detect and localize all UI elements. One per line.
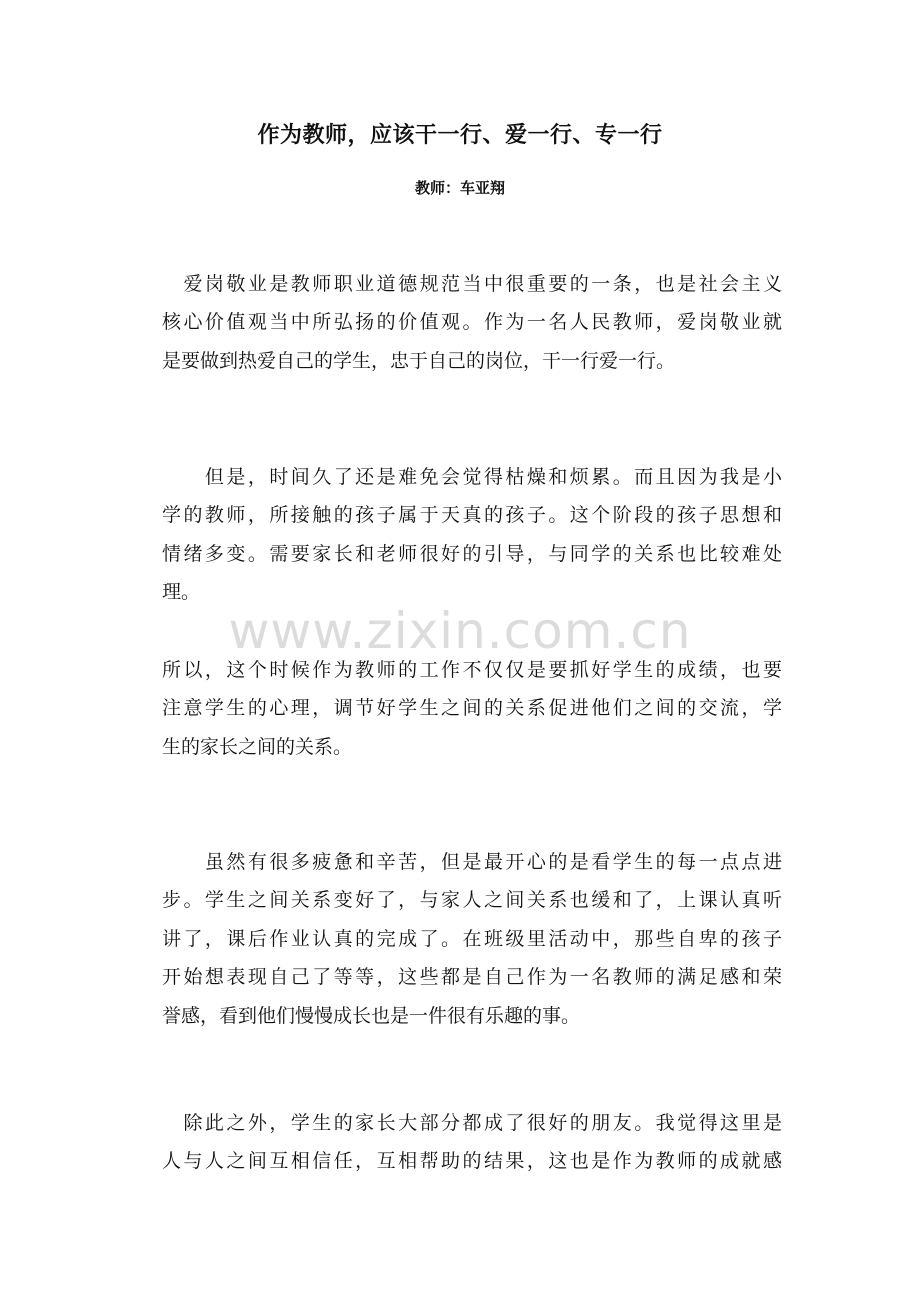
text-line: 虽然有很多疲惫和辛苦，但是最开心的是看学生的每一点点进: [162, 851, 782, 873]
text-line: 誉感，看到他们慢慢成长也是一件很有乐趣的事。: [162, 1004, 581, 1027]
text-line: 但是，时间久了还是难免会觉得枯燥和烦累。而且因为我是小: [162, 466, 782, 488]
text-line: 开始想表现自己了等等，这些都是自己作为一名教师的满足感和荣: [162, 966, 782, 989]
text-line: 除此之外，学生的家长大部分都成了很好的朋友。我觉得这里是: [162, 1112, 782, 1134]
paragraph-5: [162, 1104, 782, 1181]
paragraph-3: [162, 651, 782, 766]
watermark: www.zixin.com.cn: [228, 602, 692, 660]
text-line: 是要做到热爱自己的学生，忠于自己的岗位，干一行爱一行。: [162, 349, 676, 372]
author-line: 教师：车亚翔: [414, 179, 505, 197]
paragraph-2: [162, 458, 782, 612]
text-line: 讲了，课后作业认真的完成了。在班级里活动中，那些自卑的孩子: [162, 927, 782, 950]
text-line: 爱岗敬业是教师职业道德规范当中很重要的一条，也是社会主义: [162, 273, 782, 295]
text-line: 注意学生的心理，调节好学生之间的关系促进他们之间的交流，学: [162, 697, 782, 720]
paragraph-1: [162, 265, 782, 380]
text-line: 情绪多变。需要家长和老师很好的引导，与同学的关系也比较难处: [162, 542, 782, 565]
text-line: 人与人之间互相信任，互相帮助的结果，这也是作为教师的成就感: [162, 1150, 782, 1173]
text-line: 生的家长之间的关系。: [162, 735, 353, 758]
document-title: 作为教师，应该干一行、爱一行、专一行: [257, 123, 663, 148]
text-line: 核心价值观当中所弘扬的价值观。作为一名人民教师，爱岗敬业就: [162, 311, 782, 334]
text-line: 理。: [162, 581, 201, 604]
text-line: 所以，这个时候作为教师的工作不仅仅是要抓好学生的成绩，也要: [162, 659, 782, 681]
paragraph-4: [162, 843, 782, 1035]
text-line: 学的教师，所接触的孩子属于天真的孩子。这个阶段的孩子思想和: [162, 504, 782, 527]
text-line: 步。学生之间关系变好了，与家人之间关系也缓和了，上课认真听: [162, 889, 782, 912]
